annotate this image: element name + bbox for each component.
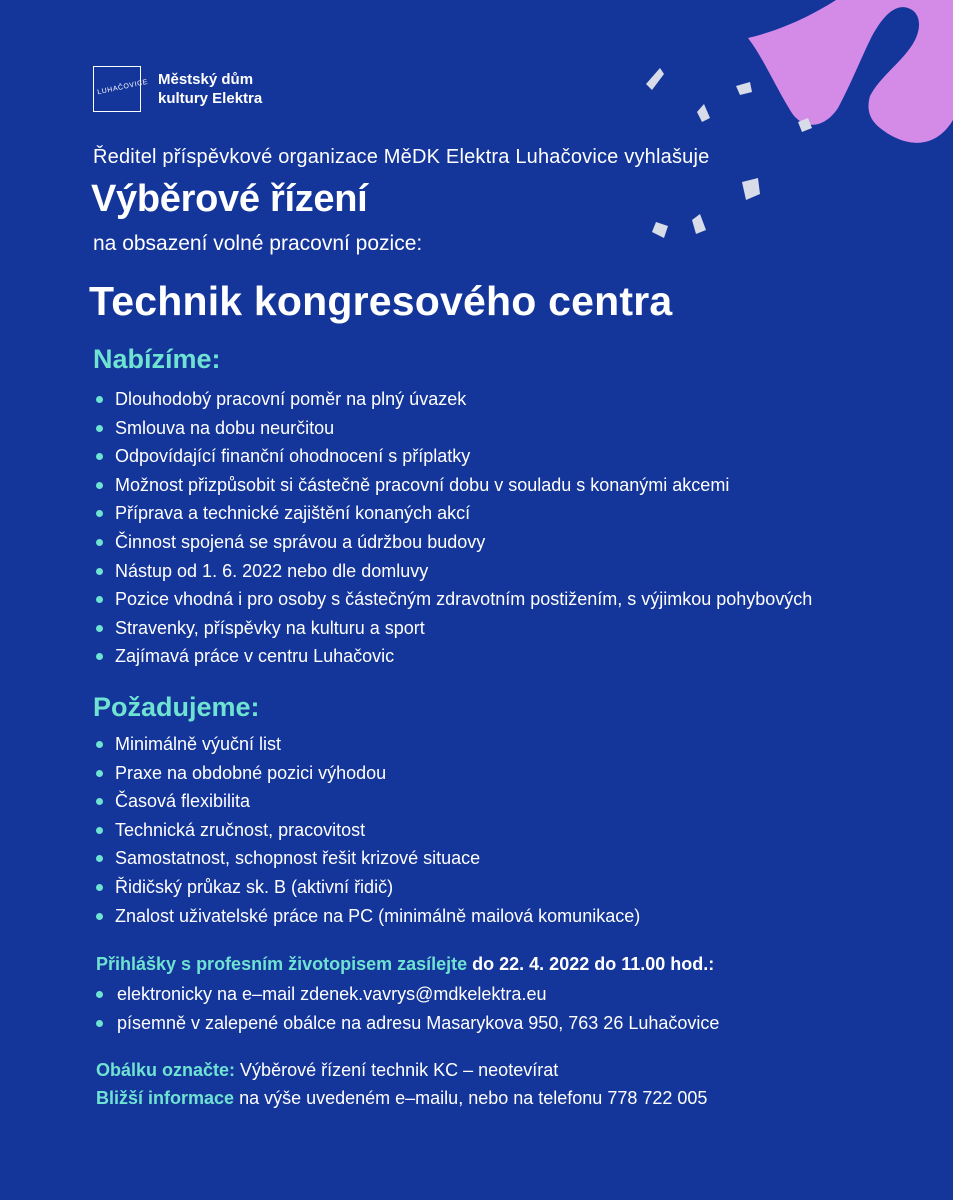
list-item bbox=[96, 816, 640, 845]
list-item bbox=[96, 873, 640, 902]
list-item bbox=[96, 980, 719, 1009]
envelope-label: Obálku označte: bbox=[96, 1060, 236, 1080]
bullet-icon bbox=[96, 539, 103, 546]
list-item-text: Minimálně výuční list bbox=[115, 734, 282, 754]
confetti-piece bbox=[736, 82, 752, 95]
list-item bbox=[96, 585, 812, 614]
apply-instructions bbox=[96, 954, 714, 975]
list-item bbox=[96, 730, 640, 759]
list-item bbox=[96, 614, 812, 643]
bullet-icon bbox=[96, 855, 103, 862]
bullet-icon bbox=[96, 913, 103, 920]
trumpet-bell-shape bbox=[748, 0, 953, 143]
list-item-text: Smlouva na dobu neurčitou bbox=[115, 417, 335, 438]
list-item-text: Činnost spojená se správou a údržbou budovy bbox=[115, 531, 486, 552]
offer-list bbox=[96, 385, 812, 671]
list-item bbox=[96, 471, 812, 500]
subtitle: na obsazení volné pracovní pozice: bbox=[93, 232, 423, 255]
bullet-icon bbox=[96, 827, 103, 834]
offer-heading: Nabízíme: bbox=[93, 344, 221, 374]
list-item-text: Technická zručnost, pracovitost bbox=[115, 819, 366, 840]
info-note bbox=[96, 1088, 707, 1109]
require-heading: Požadujeme: bbox=[93, 692, 260, 722]
bullet-icon bbox=[96, 653, 103, 660]
confetti-piece bbox=[692, 214, 706, 234]
list-item-text: Samostatnost, schopnost řešit krizové situace bbox=[115, 848, 481, 869]
bullet-icon bbox=[96, 1020, 103, 1027]
list-item-text: Praxe na obdobné pozici výhodou bbox=[115, 762, 387, 783]
envelope-note bbox=[96, 1060, 558, 1081]
list-item bbox=[96, 442, 812, 471]
list-item-text: Odpovídající finanční ohodnocení s příplatky bbox=[115, 446, 471, 467]
list-item-text: Časová flexibilita bbox=[115, 791, 251, 812]
logo-line-2: kultury Elektra bbox=[158, 90, 263, 107]
list-item-text: Znalost uživatelské práce na PC (minimálně mailová komunikace) bbox=[115, 905, 641, 926]
intro-text: Ředitel příspěvkové organizace MěDK Elektra Luhačovice vyhlašuje bbox=[93, 146, 710, 168]
list-item bbox=[96, 528, 812, 557]
confetti-piece bbox=[798, 118, 812, 132]
bullet-icon bbox=[96, 770, 103, 777]
list-item-text: písemně v zalepené obálce na adresu Masarykova 950, 763 26 Luhačovice bbox=[117, 1012, 720, 1033]
bullet-icon bbox=[96, 884, 103, 891]
list-item bbox=[96, 642, 812, 671]
list-item bbox=[96, 414, 812, 443]
bullet-icon bbox=[96, 568, 103, 575]
apply-label: Přihlášky s profesním životopisem zasílejte bbox=[96, 954, 468, 974]
list-item-text: Nástup od 1. 6. 2022 nebo dle domluvy bbox=[115, 560, 429, 581]
apply-list bbox=[96, 980, 719, 1037]
organization-logo bbox=[93, 66, 262, 112]
list-item-text: Řidičský průkaz sk. B (aktivní řidič) bbox=[115, 876, 394, 897]
list-item bbox=[96, 844, 640, 873]
list-item-text: Pozice vhodná i pro osoby s částečným zdravotním postižením, s výjimkou pohybových bbox=[115, 589, 813, 610]
bullet-icon bbox=[96, 510, 103, 517]
info-label: Bližší informace bbox=[96, 1088, 235, 1108]
list-item bbox=[96, 1009, 719, 1038]
list-item bbox=[96, 499, 812, 528]
bullet-icon bbox=[96, 425, 103, 432]
list-item bbox=[96, 759, 640, 788]
logo-mark bbox=[93, 66, 149, 112]
list-item-text: Možnost přizpůsobit si částečně pracovní dobu v souladu s konanými akcemi bbox=[115, 474, 730, 495]
list-item-text: Dlouhodobý pracovní poměr na plný úvazek bbox=[115, 389, 467, 409]
bullet-icon bbox=[96, 741, 103, 748]
logo-line-1: Městský dům bbox=[158, 71, 254, 88]
bullet-icon bbox=[96, 482, 103, 489]
list-item-text: Stravenky, příspěvky na kulturu a sport bbox=[115, 617, 425, 638]
list-item bbox=[96, 787, 640, 816]
confetti-piece bbox=[697, 104, 710, 122]
logo-text bbox=[158, 70, 262, 108]
list-item-text: Zajímavá práce v centru Luhačovic bbox=[115, 646, 395, 667]
bullet-icon bbox=[96, 625, 103, 632]
logo-mark-text: LUHAČOVICE bbox=[96, 78, 149, 97]
list-item bbox=[96, 902, 640, 931]
list-item bbox=[96, 385, 812, 414]
bullet-icon bbox=[96, 596, 103, 603]
require-list bbox=[96, 730, 640, 930]
list-item-text: elektronicky na e–mail zdenek.vavrys@mdkelektra.eu bbox=[117, 984, 547, 1004]
bullet-icon bbox=[96, 453, 103, 460]
apply-deadline: do 22. 4. 2022 do 11.00 hod.: bbox=[472, 954, 715, 974]
list-item bbox=[96, 557, 812, 586]
bullet-icon bbox=[96, 991, 103, 998]
bullet-icon bbox=[96, 396, 103, 403]
confetti-piece bbox=[652, 222, 668, 238]
main-title: Výběrové řízení bbox=[91, 178, 368, 220]
envelope-text: Výběrové řízení technik KC – neotevírat bbox=[240, 1060, 559, 1080]
position-title: Technik kongresového centra bbox=[89, 278, 673, 324]
confetti-piece bbox=[742, 178, 760, 200]
list-item-text: Příprava a technické zajištění konaných akcí bbox=[115, 503, 471, 524]
info-text: na výše uvedeném e–mailu, nebo na telefonu 778 722 005 bbox=[239, 1088, 708, 1108]
bullet-icon bbox=[96, 798, 103, 805]
confetti-piece bbox=[646, 68, 664, 90]
